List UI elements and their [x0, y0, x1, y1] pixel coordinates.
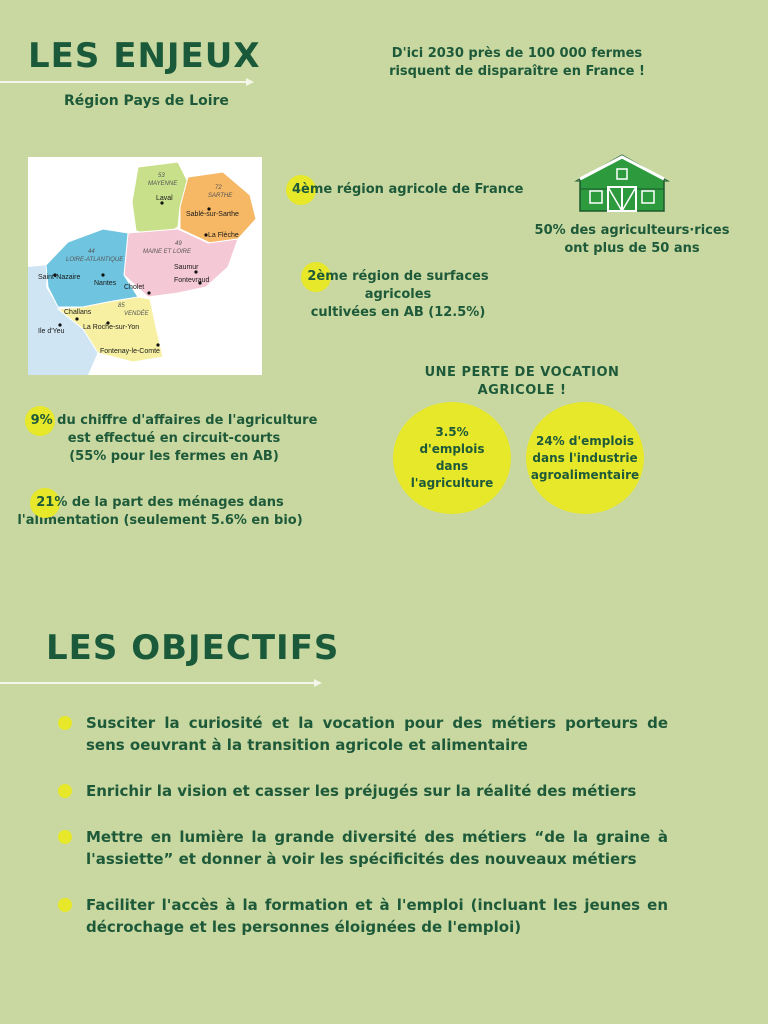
- enjeux-divider: [0, 81, 248, 83]
- stat-bio: [284, 268, 512, 322]
- city-saumur: Saumur: [174, 264, 199, 271]
- stat-circuit-number: 9%: [30, 413, 53, 428]
- bullet-dot: [58, 716, 72, 730]
- city-la-roche-sur-yon: La Roche-sur-Yon: [83, 324, 140, 331]
- stat-rank-number: 4ème: [292, 182, 333, 197]
- bubble-agroalimentaire: [526, 402, 644, 514]
- stat-bio-text2: cultivées en AB (12.5%): [310, 305, 486, 320]
- city-fontevraud: Fontevraud: [174, 277, 210, 284]
- stat-circuit-text1: du chiffre d'affaires de l'agriculture: [52, 413, 318, 428]
- dept-label-vendee: VENDÉE: [124, 311, 149, 317]
- bubble-agriculture-line-1: 3.5% d'emplois: [419, 425, 485, 456]
- stat-menages-text1: de la part des ménages dans: [67, 495, 284, 510]
- stat-menages-text2: l'alimentation (seulement 5.6% en bio): [17, 513, 303, 528]
- bubble-agriculture-line-3: l'agriculture: [410, 476, 494, 490]
- stat-menages-number: 21%: [36, 495, 68, 510]
- vocation-heading: [402, 364, 642, 400]
- bullet-dot: [58, 830, 72, 844]
- vocation-line-2: AGRICOLE !: [477, 383, 567, 398]
- enjeux-divider-tip: [246, 78, 254, 86]
- stat-rank: [292, 181, 524, 199]
- city-challans: Challans: [64, 309, 92, 316]
- city-ile-d-yeu: Ile d'Yeu: [38, 328, 65, 335]
- objective-item-2: [58, 780, 668, 802]
- bubble-agriculture-line-2: dans: [435, 459, 469, 473]
- dept-label-44: 44: [88, 249, 95, 255]
- objectifs-divider: [0, 682, 316, 684]
- region-subtitle: Région Pays de Loire: [64, 93, 229, 109]
- stat-bio-number: 2ème: [307, 269, 348, 284]
- objective-text-2: Enrichir la vision et casser les préjugés sur la réalité des métiers: [86, 782, 637, 800]
- objective-item-3: [58, 826, 668, 870]
- city-sable: Sablé-sur-Sarthe: [186, 211, 239, 218]
- stat-circuit-text2: est effectué en circuit-courts: [67, 431, 281, 446]
- bubble-agro-line-2: dans l'industrie: [532, 450, 638, 465]
- dept-label-72: 72: [215, 185, 222, 191]
- enjeux-title: LES ENJEUX: [28, 36, 261, 76]
- objectifs-divider-tip: [314, 679, 322, 687]
- headline-line-2: risquent de disparaître en France !: [389, 64, 645, 79]
- bullet-dot: [58, 898, 72, 912]
- city-fontenay: Fontenay-le-Comte: [100, 348, 160, 355]
- dept-label-49: 49: [175, 241, 182, 247]
- city-la-fleche: La Flèche: [208, 232, 239, 239]
- city-saint-nazaire: Saint-Nazaire: [38, 274, 81, 281]
- vocation-line-1: UNE PERTE DE VOCATION: [424, 365, 620, 380]
- city-nantes: Nantes: [94, 280, 117, 287]
- objectifs-title: LES OBJECTIFS: [46, 628, 340, 668]
- dept-label-sarthe: SARTHE: [208, 193, 233, 199]
- stat-circuit-text3: (55% pour les fermes en AB): [69, 449, 279, 464]
- bubble-agriculture: [393, 402, 511, 514]
- farmers-stat: [522, 222, 742, 258]
- dept-label-loire-atlantique: LOIRE-ATLANTIQUE: [66, 257, 124, 263]
- objective-text-3: Mettre en lumière la grande diversité des métiers “de la graine à l'assiette” et donner à voir les spécificités des nouveaux métiers: [86, 828, 668, 868]
- farmers-line-1: 50% des agriculteurs·rices: [534, 223, 730, 238]
- bullet-dot: [58, 784, 72, 798]
- barn-icon: [572, 151, 670, 213]
- region-map-svg: [28, 157, 262, 375]
- city-laval: Laval: [156, 195, 173, 202]
- objective-text-1: Susciter la curiosité et la vocation pour des métiers porteurs de sens oeuvrant à la transition agricole et alimentaire: [86, 714, 668, 754]
- headline: [372, 45, 662, 81]
- dept-label-mayenne: MAYENNE: [148, 181, 178, 187]
- objective-text-4: Faciliter l'accès à la formation et à l'emploi (incluant les jeunes en décrochage et les personnes éloignées de l'emploi): [86, 896, 668, 936]
- stat-rank-text: région agricole de France: [332, 182, 524, 197]
- stat-circuit: [24, 412, 324, 466]
- dept-label-85: 85: [118, 303, 125, 309]
- stat-menages: [10, 494, 310, 530]
- objective-item-1: [58, 712, 668, 756]
- bubble-agro-line-3: agroalimentaire: [530, 467, 640, 482]
- headline-line-1: D'ici 2030 près de 100 000 fermes: [391, 46, 643, 61]
- dept-label-53: 53: [158, 173, 165, 179]
- stat-bio-text: région de surfaces agricoles: [347, 269, 489, 302]
- dept-label-maine-et-loire: MAINE ET LOIRE: [143, 249, 192, 255]
- objective-item-4: [58, 894, 668, 938]
- region-map: [28, 157, 262, 375]
- city-cholet: Cholet: [124, 284, 145, 291]
- farmers-line-2: ont plus de 50 ans: [564, 241, 700, 256]
- bubble-agro-line-1: 24% d'emplois: [535, 433, 634, 448]
